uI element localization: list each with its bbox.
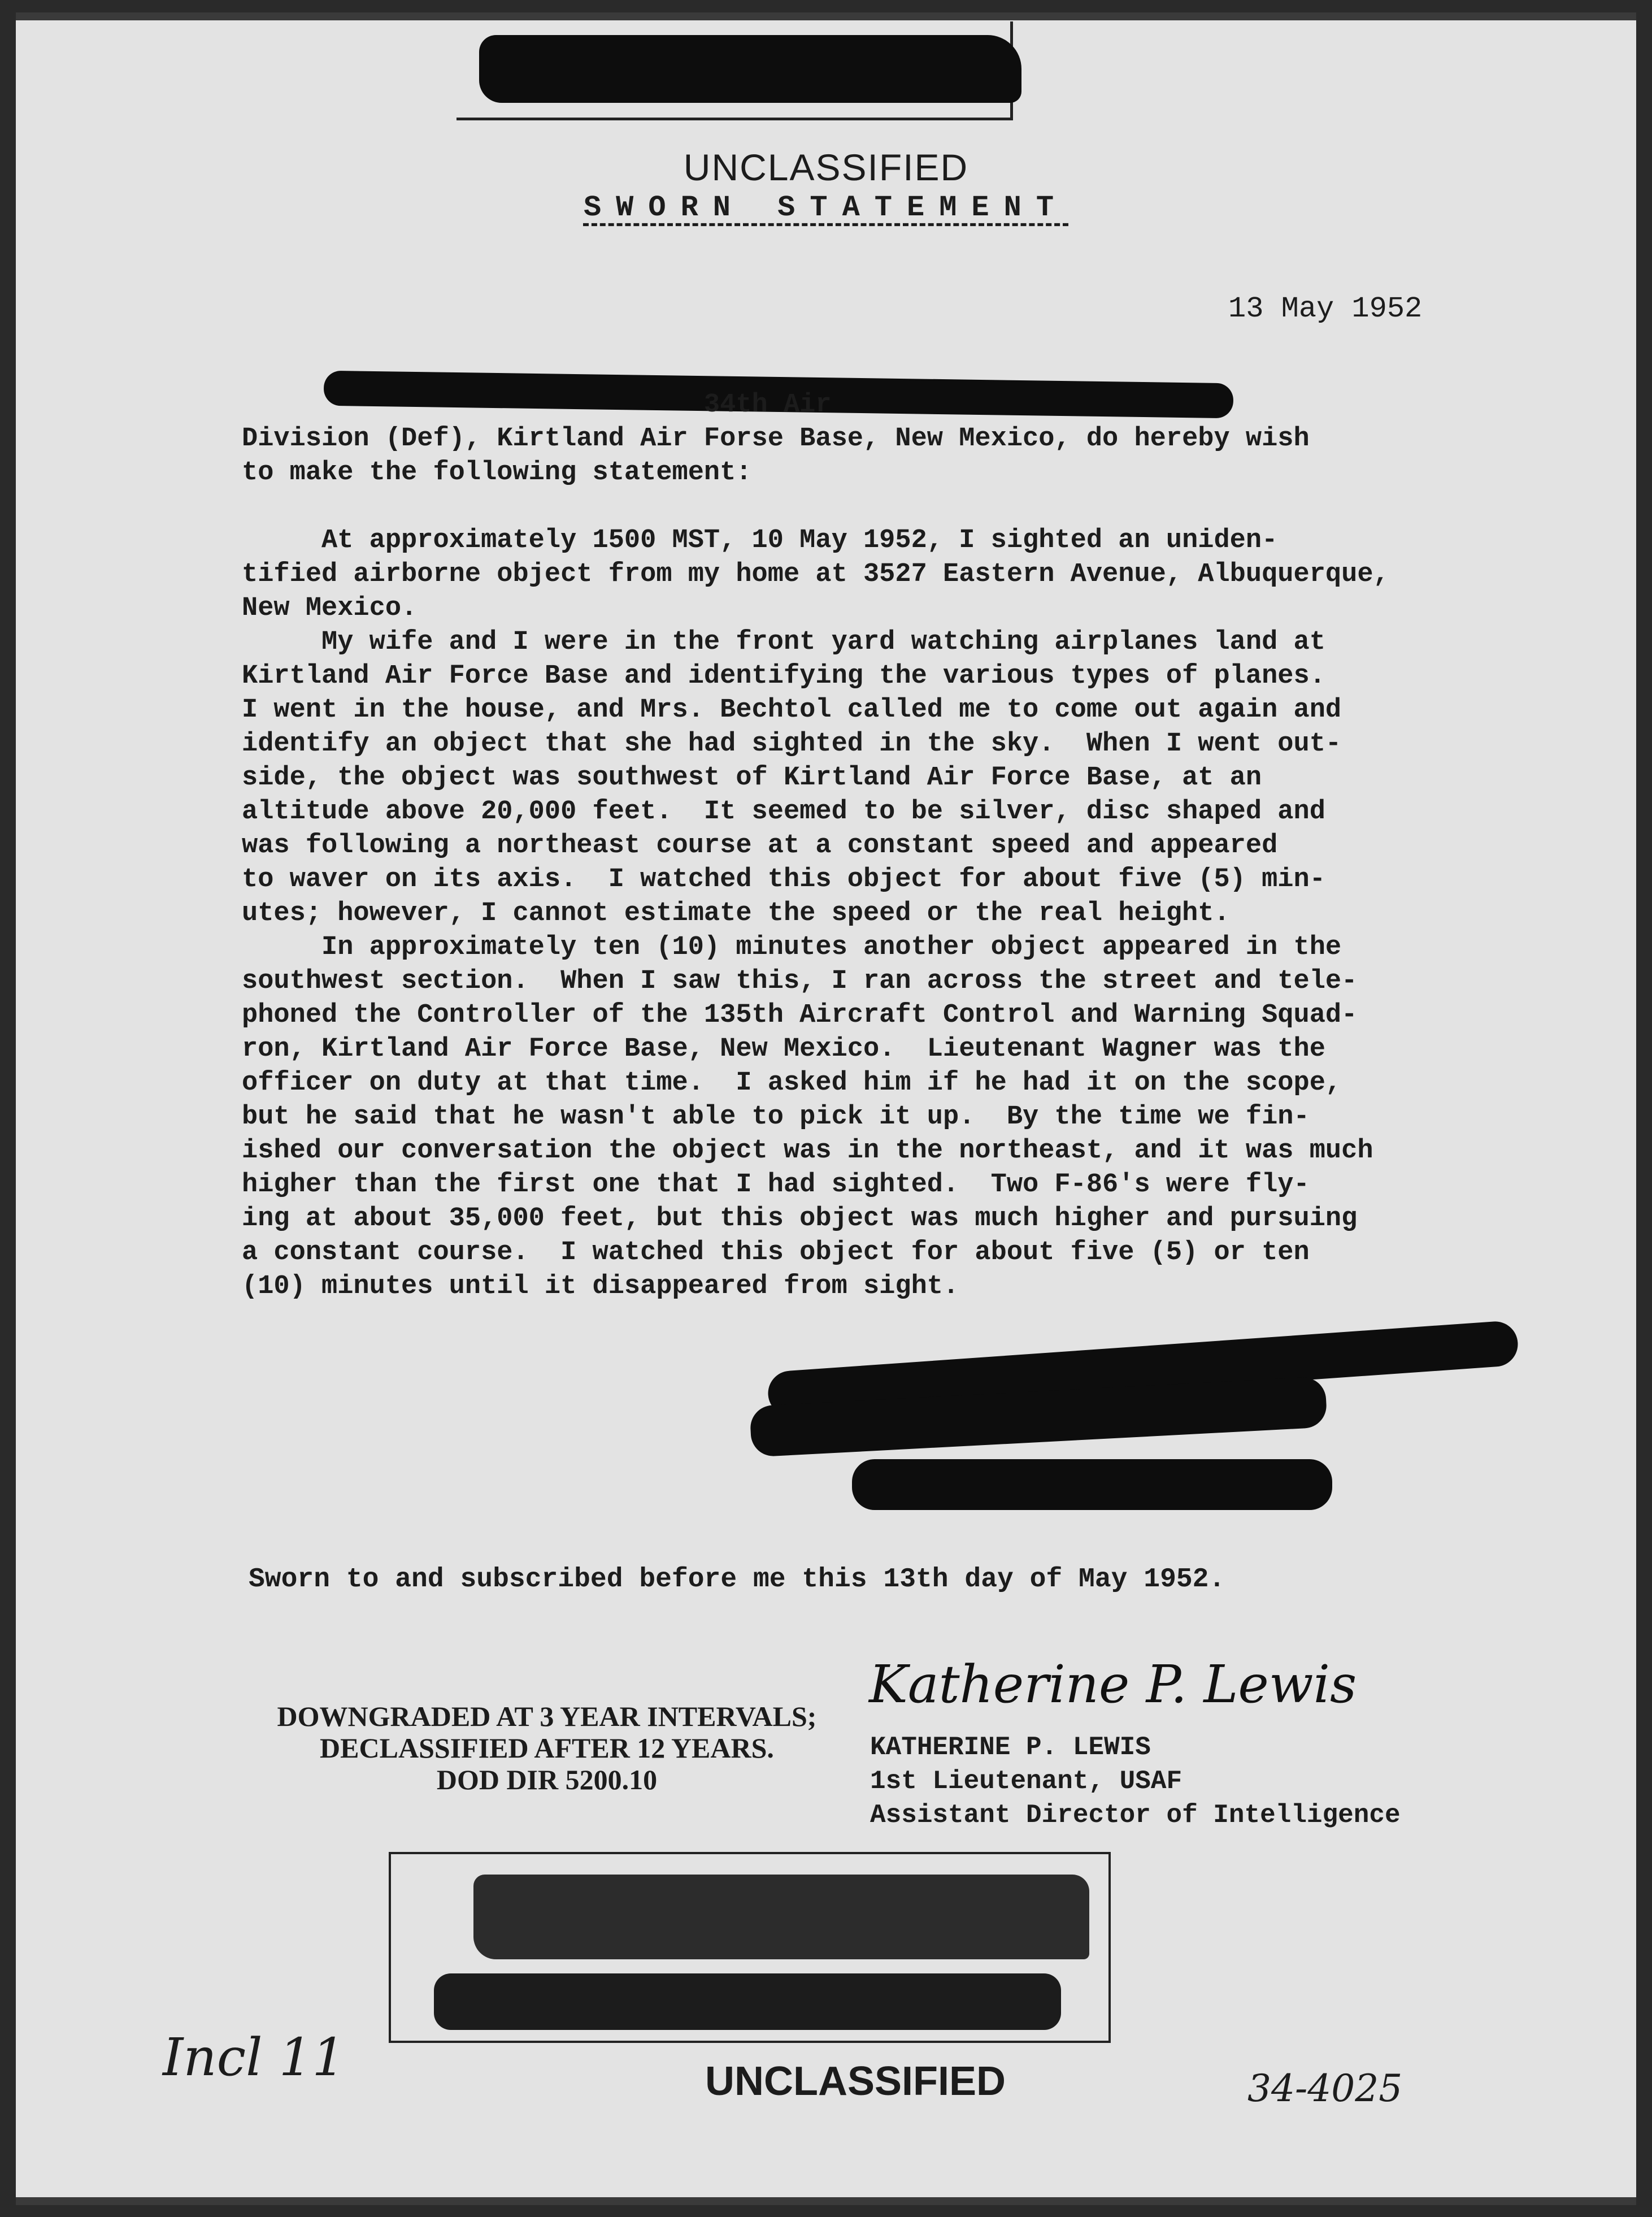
redaction-top: [479, 35, 1021, 103]
body-line: higher than the first one that I had sighted. Two F-86's were fly-: [242, 1170, 1310, 1200]
downgrade-line-1: DOWNGRADED AT 3 YEAR INTERVALS;: [277, 1700, 817, 1732]
body-line: tified airborne object from my home at 3527 Eastern Avenue, Albuquerque,: [242, 559, 1389, 589]
body-line: New Mexico.: [242, 593, 418, 623]
redaction-bottom-1: [473, 1875, 1089, 1959]
statement-date: 13 May 1952: [1228, 292, 1423, 326]
downgrade-line-2: DECLASSIFIED AFTER 12 YEARS.: [320, 1732, 774, 1764]
signatory-name: KATHERINE P. LEWIS: [870, 1733, 1151, 1762]
downgrade-stamp: [208, 1700, 886, 1795]
scan-border-top: [16, 12, 1636, 20]
body-line: 34th Air: [242, 390, 832, 420]
body-line: ron, Kirtland Air Force Base, New Mexico. Lieutenant Wagner was the: [242, 1034, 1325, 1064]
body-line: In approximately ten (10) minutes another object appeared in the: [242, 932, 1342, 962]
statement-body: [242, 388, 1490, 1304]
signature-block: [870, 1730, 1401, 1832]
body-line: a constant course. I watched this object for about five (5) or ten: [242, 1238, 1310, 1268]
enclosure-note: Incl 11: [163, 2027, 345, 2088]
body-line: was following a northeast course at a constant speed and appeared: [242, 831, 1278, 861]
oath-line: Sworn to and subscribed before me this 13th day of May 1952.: [249, 1564, 1225, 1595]
body-line: side, the object was southwest of Kirtland Air Force Base, at an: [242, 763, 1262, 793]
body-line: officer on duty at that time. I asked him if he had it on the scope,: [242, 1068, 1342, 1098]
body-line: southwest section. When I saw this, I ran across the street and tele-: [242, 966, 1358, 996]
body-line: ished our conversation the object was in the northeast, and it was much: [242, 1136, 1373, 1166]
body-line: I went in the house, and Mrs. Bechtol called me to come out again and: [242, 695, 1342, 725]
document-title: SWORN STATEMENT: [583, 191, 1069, 224]
body-line: utes; however, I cannot estimate the speed or the real height.: [242, 899, 1230, 929]
signatory-title: Assistant Director of Intelligence: [870, 1801, 1401, 1830]
body-line: My wife and I were in the front yard watching airplanes land at: [242, 627, 1325, 657]
body-line: [242, 490, 1490, 524]
redaction-bottom-2: [434, 1973, 1061, 2030]
body-line: phoned the Controller of the 135th Aircraft Control and Warning Squad-: [242, 1000, 1358, 1030]
body-line: identify an object that she had sighted in the sky. When I went out-: [242, 729, 1342, 759]
body-line: At approximately 1500 MST, 10 May 1952, I sighted an uniden-: [242, 526, 1278, 556]
signatory-rank: 1st Lieutenant, USAF: [870, 1767, 1183, 1796]
body-line: but he said that he wasn't able to pick it up. By the time we fin-: [242, 1102, 1310, 1132]
file-number: 34-4025: [1247, 2067, 1403, 2110]
body-line: altitude above 20,000 feet. It seemed to be silver, disc shaped and: [242, 797, 1325, 827]
body-line: Kirtland Air Force Base and identifying the various types of planes.: [242, 661, 1325, 691]
body-line: ing at about 35,000 feet, but this object was much higher and pursuing: [242, 1204, 1358, 1234]
classification-top: UNCLASSIFIED: [683, 146, 969, 188]
body-line: Division (Def), Kirtland Air Forse Base, New Mexico, do hereby wish: [242, 424, 1310, 454]
document-page: [16, 12, 1636, 2205]
redaction-signature-3: [852, 1459, 1332, 1510]
body-line: to waver on its axis. I watched this object for about five (5) min-: [242, 865, 1325, 895]
classification-bottom: UNCLASSIFIED: [705, 2059, 1006, 2104]
downgrade-line-3: DOD DIR 5200.10: [436, 1764, 658, 1795]
handwritten-signature: Katherine P. Lewis: [869, 1654, 1357, 1715]
body-line: to make the following statement:: [242, 458, 752, 488]
scan-border-bottom: [16, 2197, 1636, 2205]
body-line: (10) minutes until it disappeared from sight.: [242, 1272, 959, 1301]
